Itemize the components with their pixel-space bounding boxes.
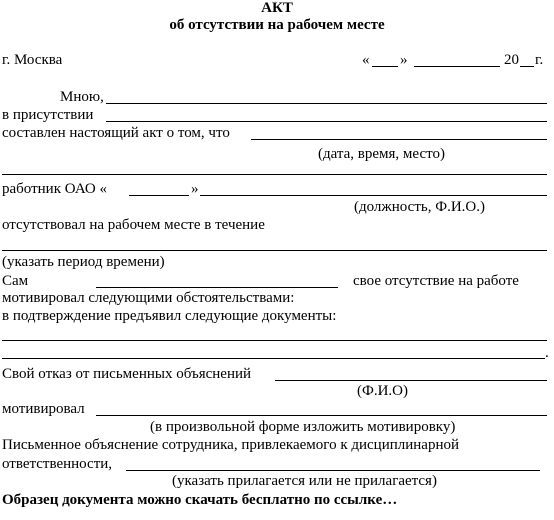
date-close-quote: » bbox=[400, 52, 408, 68]
responsibility-blank bbox=[126, 470, 540, 471]
employee-prefix: работник ОАО « bbox=[2, 181, 107, 197]
year-prefix: 20 bbox=[504, 52, 519, 68]
act-compiled-blank bbox=[251, 139, 547, 140]
absent-during-label: отсутствовал на рабочем месте в течение bbox=[2, 217, 265, 233]
download-link[interactable]: Образец документа можно скачать бесплатно по ссылке… bbox=[2, 492, 398, 508]
attached-hint: (указать прилагается или не прилагается) bbox=[172, 473, 437, 489]
doc-title: АКТ bbox=[261, 0, 293, 16]
period-blank bbox=[2, 250, 547, 251]
date-open-quote: « bbox=[362, 52, 370, 68]
responsibility-label: ответственности, bbox=[2, 456, 113, 472]
by-me-blank bbox=[106, 103, 547, 104]
self-label: Сам bbox=[2, 273, 29, 289]
day-blank bbox=[372, 66, 398, 67]
date-time-place-hint: (дата, время, место) bbox=[318, 146, 445, 162]
motivated-by-label: мотивировал следующими обстоятельствами: bbox=[2, 290, 295, 306]
refusal-label: Свой отказ от письменных объяснений bbox=[2, 366, 252, 382]
act-compiled-label: составлен настоящий акт о том, что bbox=[2, 125, 230, 141]
month-blank bbox=[414, 66, 500, 67]
own-absence-label: свое отсутствие на работе bbox=[353, 273, 519, 289]
motivation-blank bbox=[96, 415, 547, 416]
fio-hint: (Ф.И.О) bbox=[357, 383, 409, 399]
year-blank bbox=[520, 66, 534, 67]
written-explanation-label: Письменное объяснение сотрудника, привлекаемого к дисциплинарной bbox=[2, 437, 460, 453]
city-label: г. Москва bbox=[2, 52, 63, 68]
docs-blank-2 bbox=[2, 358, 545, 359]
in-presence-label: в присутствии bbox=[2, 107, 94, 123]
docs-blank-1 bbox=[2, 340, 547, 341]
doc-subtitle: об отсутствии на рабочем месте bbox=[169, 17, 385, 33]
employee-blank bbox=[200, 195, 547, 196]
refusal-blank bbox=[275, 380, 547, 381]
employee-suffix: » bbox=[191, 181, 199, 197]
in-presence-blank bbox=[106, 121, 547, 122]
blank-line-1 bbox=[2, 174, 547, 175]
docs-end-period: . bbox=[545, 345, 549, 361]
period-hint: (указать период времени) bbox=[2, 254, 165, 270]
company-blank bbox=[129, 195, 189, 196]
position-name-hint: (должность, Ф.И.О.) bbox=[354, 199, 485, 215]
self-blank bbox=[96, 287, 338, 288]
by-me-label: Мною, bbox=[60, 89, 104, 105]
motivated-label: мотивировал bbox=[2, 401, 85, 417]
year-suffix: г. bbox=[535, 52, 544, 68]
motivation-hint: (в произвольной форме изложить мотивировку) bbox=[150, 419, 456, 435]
confirmed-docs-label: в подтверждение предъявил следующие документы: bbox=[2, 308, 337, 324]
